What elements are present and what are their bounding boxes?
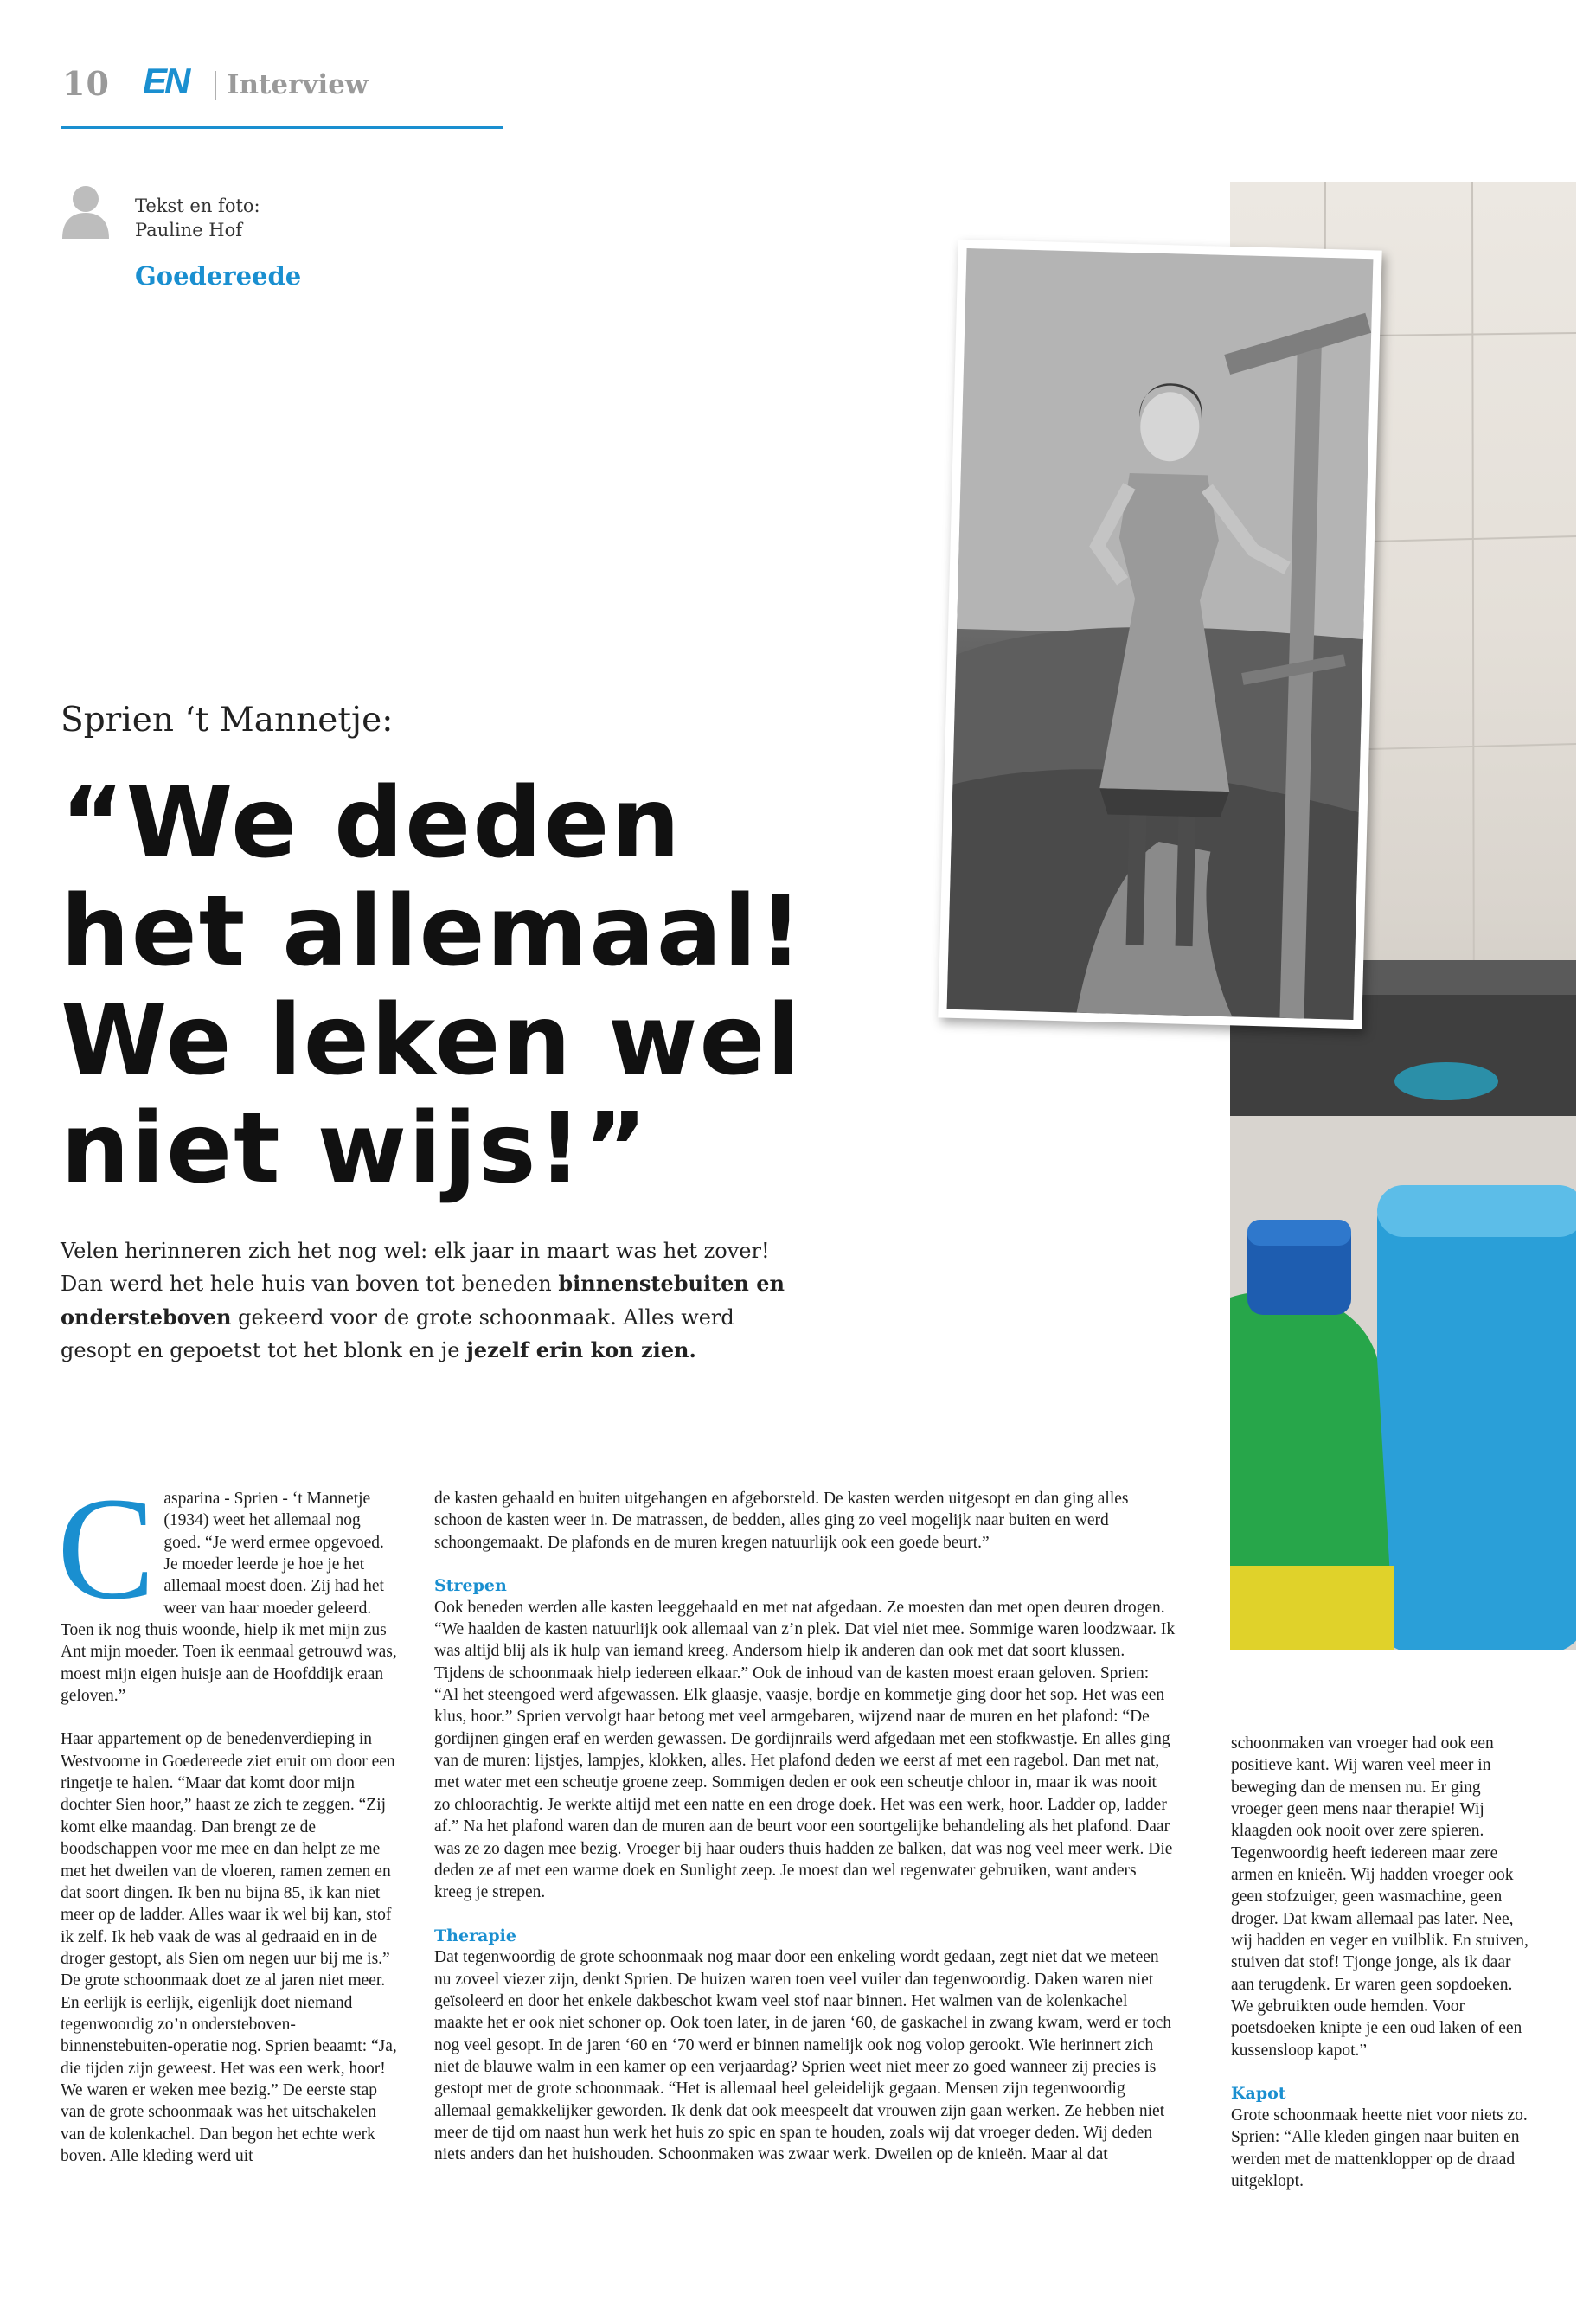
- drop-cap: C: [57, 1467, 156, 1630]
- body-paragraph: schoonmaken van vroeger had ook een positieve kant. Wij waren veel meer in beweging dan de mensen nu. Er ging vroeger geen mens naar therapie! Wij klaagden ook nooit over zere spieren. Tegenwoordig heeft iedereen maar zere armen en knieën. Wij hadden vroeger ook geen stofzuiger, geen wasmachine, geen droger. Dat kwam allemaal pas later. Nee, wij hadden en veger en vuilblik. En stuiven, stuiven dat stof! Tjonge jonge, als ik daar aan terugdenk. Er waren geen sopdoeken. We gebruikten oude hemden. Voor poetsdoeken knipte je een oud laken of een kussensloop kapot.”: [1231, 1734, 1529, 2060]
- body-column-3: [1231, 1733, 1535, 2192]
- historic-photo-frame: [938, 240, 1381, 1029]
- byline-credit: Tekst en foto:: [135, 195, 260, 216]
- subheading-therapie: Therapie: [434, 1926, 516, 1945]
- byline-author: Pauline Hof: [135, 220, 243, 240]
- subheading-kapot: Kapot: [1231, 2084, 1286, 2104]
- headline: [61, 767, 839, 1206]
- body-paragraph: Haar appartement op de benedenverdieping in Westvoorne in Goedereede ziet eruit om door een ringetje te halen. “Maar dat komt door mijn dochter Sien hoor,” haast ze zich te zeggen. “Zij komt elke maandag. Dan brengt ze de boodschappen voor me mee en dan helpt ze me met het dweilen van de vloeren, ramen zemen en dat soort dingen. Ik ben nu bijna 85, ik kan niet meer op de ladder. Alles waar ik wel bij kan, stof ik zelf. Ik heb vaak de was al gedraaid en in de droger gestopt, als Sien om negen uur bij me is.” De grote schoonmaak doet ze al jaren niet meer. En eerlijk is eerlijk, eigenlijk doet niemand tegenwoordig zo’n ondersteboven-binnenstebuiten-operatie nog. Sprien beaamt: “Ja, die tijden zijn geweest. Het was een werk, hoor! We waren er weken mee bezig.” De eerste stap van de grote schoonmaak was het uitschakelen van de kolenkachel. Dan begon het echte werk boven. Alle kleding werd uit: [61, 1730, 397, 2165]
- intro-bold: binnenstebuiten en ondersteboven: [61, 1271, 785, 1330]
- body-paragraph: de kasten gehaald en buiten uitgehangen en afgeborsteld. De kasten werden uitgesopt en dan ging alles schoon de kasten weer in. De matrassen, de bedden, alles ging zo veel mogelijk naar buiten en werd schoongemaakt. De plafonds en de muren kregen natuurlijk ook een goede beurt.”: [434, 1490, 1129, 1552]
- body-paragraph: Grote schoonmaak heette niet voor niets zo. Sprien: “Alle kleden gingen naar buiten en werden met de mattenklopper op de draad uitgeklopt.: [1231, 2106, 1528, 2190]
- header-divider: [215, 71, 216, 100]
- publication-logo: EN: [143, 61, 189, 101]
- body-column-1: [57, 1467, 400, 2167]
- subheading-strepen: Strepen: [434, 1576, 507, 1596]
- headline-line: We leken wel: [61, 984, 802, 1097]
- kicker: Sprien ‘t Mannetje:: [61, 701, 394, 740]
- intro-paragraph: [61, 1235, 804, 1368]
- article-location: Goedereede: [135, 261, 302, 291]
- body-column-2: [434, 1488, 1176, 2166]
- intro-text: Velen herinneren zich het nog wel: elk jaar in maart was het zover! Dan werd het hele huis van boven tot beneden: [61, 1239, 770, 1297]
- page-number: 10: [62, 64, 110, 103]
- headline-line: niet wijs!”: [61, 1093, 650, 1206]
- section-label: Interview: [227, 69, 369, 100]
- historic-photo: [947, 248, 1374, 1020]
- person-icon: [61, 183, 111, 239]
- intro-text: gekeerd voor de grote schoonmaak. Alles werd gesopt en gepoetst tot het blonk en je: [61, 1304, 734, 1363]
- headline-line: het allemaal!: [61, 875, 804, 989]
- header-rule: [61, 126, 503, 129]
- headline-line: “We deden: [61, 767, 683, 880]
- body-paragraph: Ook beneden werden alle kasten leeggehaald en met nat afgedaan. Ze moesten dan met open deuren drogen. “We haalden de kasten natuurlijk ook allemaal van z’n plek. Dat viel niet mee. Sommige waren loodzwaar. Ik was altijd blij als ik hulp van iemand kreeg. Andersom hielp ik anderen dan ook met dat soort klussen. Tijdens de schoonmaak hielp iedereen elkaar.” Ook de inhoud van de kasten moest eraan geloven. Sprien: “Al het steengoed werd afgewassen. Elk glaasje, vaasje, bordje en kommetje ging door het sop. Het was een klus, hoor.” Sprien vervolgt haar betoog met veel armgebaren, wijzend naar de muren en het plafond: “De gordijnen gingen eraf en werden gewassen. De gordijnrails werd afgedaan met een stofkwastje. En alles ging van de muren: lijstjes, lampjes, klokken, alles. Het plafond deden we eerst af met een ragebol. Dan met nat, met water met een scheutje groene zeep. Sommigen deden er ook een scheutje chloor in, maar ik was nooit zo chloorachtig. Je werkte altijd met een natte en een droge doek. Het was een werk, hoor. Ladder op, ladder af.” Na het plafond waren dan de muren aan de beurt voor een soortgelijke behandeling als het plafond. Daar was ze zo dagen mee bezig. Vroeger bij haar ouders thuis hadden ze balken, dat was nog veel meer werk. Die deden ze af met een warme doek en Sunlight zeep. Je moest dan wel regenwater gebruiken, want anders kreeg je strepen.: [434, 1598, 1176, 1902]
- body-paragraph: Dat tegenwoordig de grote schoonmaak nog maar door een enkeling wordt gedaan, zegt niet dat we meteen nu zoveel viezer zijn, denkt Sprien. De huizen waren toen veel vuiler dan tegenwoordig. Daken waren niet geïsoleerd en door het enkele dakbeschot kwam veel stof naar binnen. Het walmen van de kolenkachel maakte het er ook niet schoner op. Ook toen later, in de jaren ‘60, de gaskachel in zwang kwam, werd er toch nog veel gesopt. In de jaren ‘60 en ‘70 werd er binnen namelijk ook nog volop gerookt. Wie herinnert zich niet de blauwe walm in een kamer op een verjaardag? Sprien weet niet meer zo goed wanneer zij precies is gestopt met de grote schoonmaak. “Het is allemaal heel geleidelijk gegaan. Mensen zijn tegenwoordig allemaal gemakkelijker geworden. Ik denk dat ook meespeelt dat vrouwen zijn gaan werken. Ze hebben niet meer de tijd om naast hun werk het huis zo spic en span te houden, zoals wij dat vroeger deden. Wij deden niets anders dan het huishouden. Schoonmaken was zwaar werk. Dweilen op de knieën. Maar al dat: [434, 1948, 1172, 2164]
- body-paragraph: asparina - Sprien - ‘t Mannetje (1934) weet het allemaal nog goed. “Je werd ermee opgevoed. Je moeder leerde je hoe je het allemaal moest doen. Zij had het weer van haar moeder geleerd. Toen ik nog thuis woonde, hielp ik met mijn zus Ant mijn moeder. Toen ik eenmaal getrouwd was, moest mijn eigen huisje aan de Hoofddijk eraan geloven.”: [61, 1490, 397, 1706]
- intro-bold: jezelf erin kon zien.: [466, 1337, 696, 1363]
